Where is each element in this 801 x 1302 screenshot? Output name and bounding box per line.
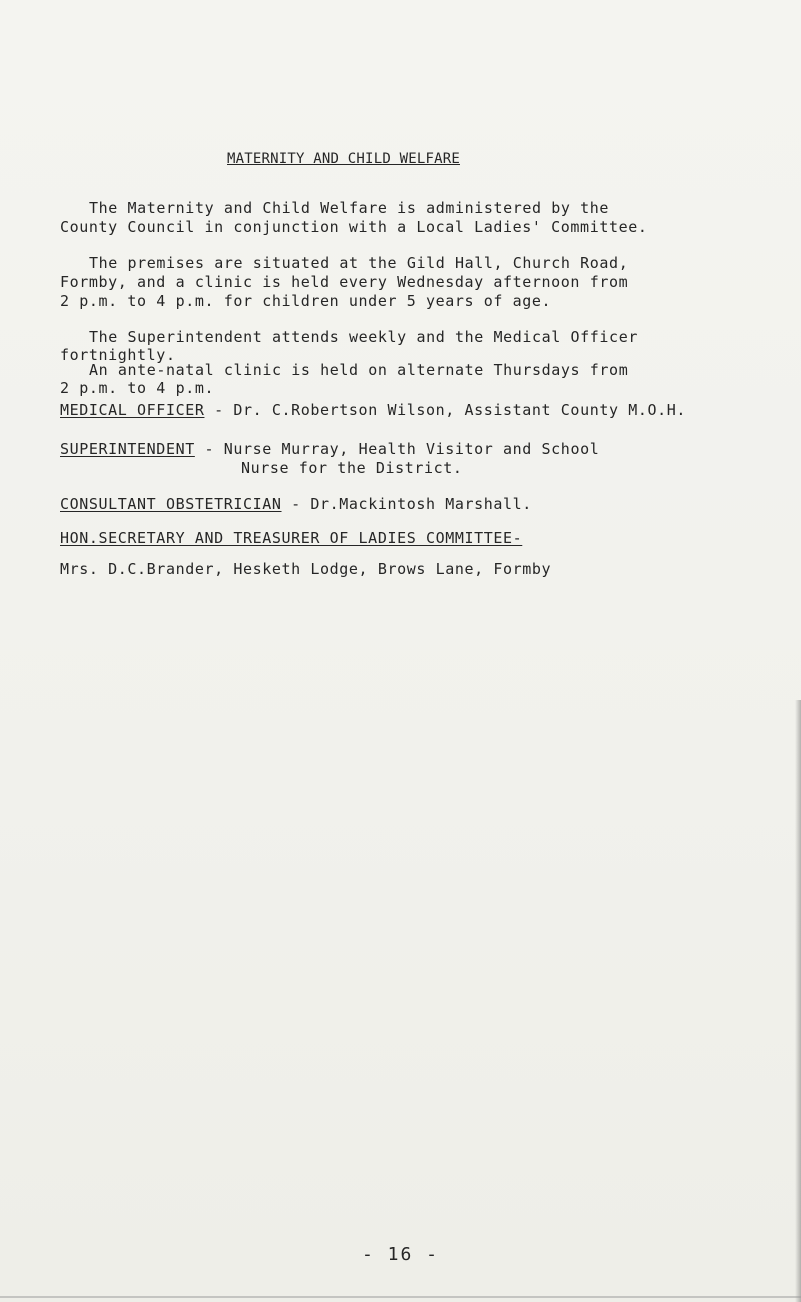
page-edge-shadow bbox=[795, 700, 801, 1302]
antenatal-paragraph-line-1: An ante-natal clinic is held on alternate Thursdays from bbox=[89, 361, 629, 379]
superintendent-entry bbox=[60, 440, 599, 458]
consultant-entry bbox=[60, 495, 532, 513]
medical-officer-label: MEDICAL OFFICER bbox=[60, 401, 205, 419]
consultant-label: CONSULTANT OBSTETRICIAN bbox=[60, 495, 282, 513]
consultant-value: - Dr.Mackintosh Marshall. bbox=[281, 495, 532, 513]
superintendent-paragraph-line-1: The Superintendent attends weekly and the Medical Officer bbox=[89, 328, 638, 346]
superintendent-value: - Nurse Murray, Health Visitor and School bbox=[194, 440, 600, 458]
medical-officer-value: - Dr. C.Robertson Wilson, Assistant County M.O.H. bbox=[204, 401, 687, 419]
antenatal-paragraph-line-2: 2 p.m. to 4 p.m. bbox=[60, 379, 215, 397]
page-bottom-edge bbox=[0, 1296, 801, 1298]
superintendent-value-line-2: Nurse for the District. bbox=[241, 459, 463, 477]
premises-paragraph-line-3: 2 p.m. to 4 p.m. for children under 5 years of age. bbox=[60, 292, 552, 310]
premises-paragraph-line-1: The premises are situated at the Gild Hall, Church Road, bbox=[89, 254, 629, 272]
secretary-label: HON.SECRETARY AND TREASURER OF LADIES COMMITTEE- bbox=[60, 529, 523, 547]
medical-officer-entry bbox=[60, 401, 686, 419]
intro-paragraph-line-1: The Maternity and Child Welfare is administered by the bbox=[89, 199, 610, 217]
secretary-value: Mrs. D.C.Brander, Hesketh Lodge, Brows Lane, Formby bbox=[60, 560, 552, 578]
intro-paragraph-line-2: County Council in conjunction with a Local Ladies' Committee. bbox=[60, 218, 648, 236]
page-number: - 16 - bbox=[361, 1244, 440, 1265]
secretary-label-line bbox=[60, 529, 522, 547]
superintendent-paragraph-line-2: fortnightly. bbox=[60, 346, 176, 364]
page-title: MATERNITY AND CHILD WELFARE bbox=[227, 151, 460, 167]
superintendent-label: SUPERINTENDENT bbox=[60, 440, 195, 458]
premises-paragraph-line-2: Formby, and a clinic is held every Wednesday afternoon from bbox=[60, 273, 629, 291]
